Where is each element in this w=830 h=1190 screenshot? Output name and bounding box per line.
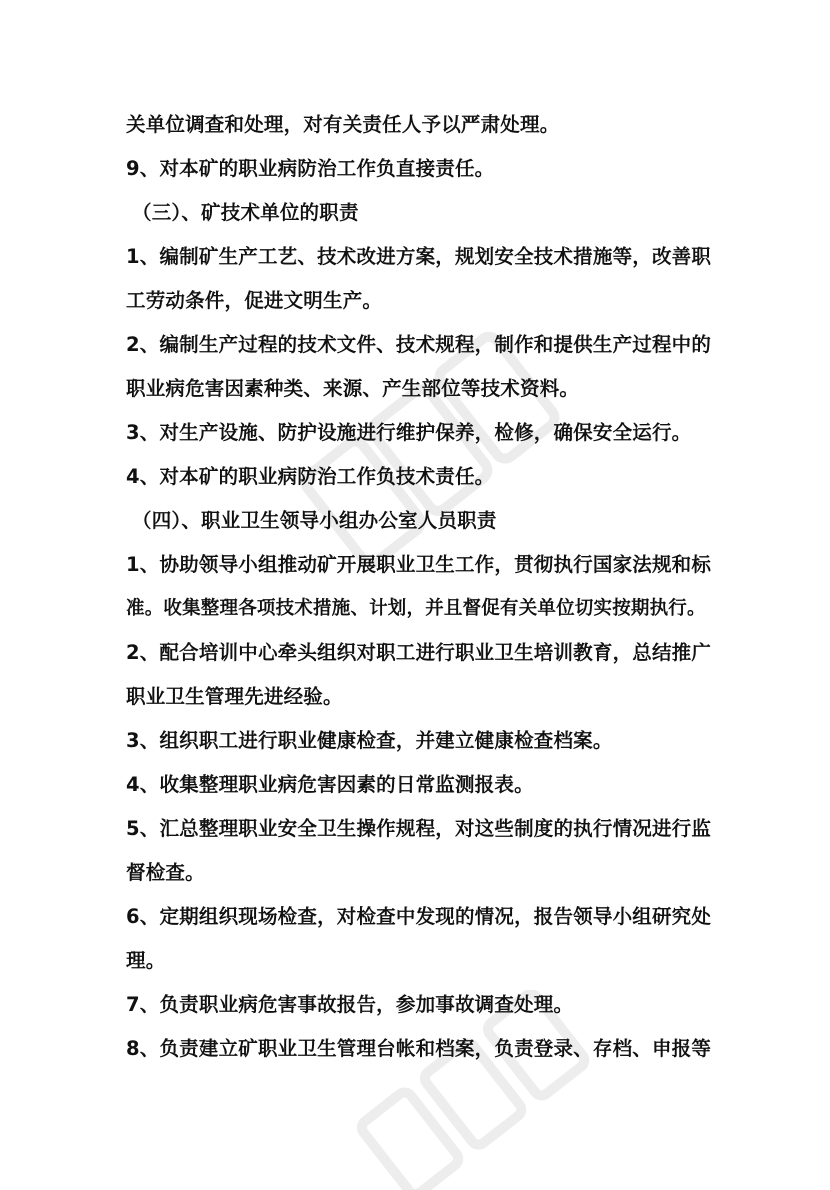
watermark-graphic-bottom (320, 990, 620, 1190)
section-heading: （四）、职业卫生领导小组办公室人员职责 (132, 509, 497, 532)
paragraph-line: 4、对本矿的职业病防治工作负技术责任。 (126, 465, 495, 488)
paragraph-line: 9、对本矿的职业病防治工作负直接责任。 (126, 157, 495, 180)
paragraph-line: 1、编制矿生产工艺、技术改进方案，规划安全技术措施等，改善职 (126, 245, 712, 268)
paragraph-line: 1、协助领导小组推动矿开展职业卫生工作，贯彻执行国家法规和标 (126, 553, 712, 576)
paragraph-line: 准。收集整理各项技术措施、计划，并且督促有关单位切实按期执行。 (126, 598, 706, 619)
paragraph-line: 工劳动条件，促进文明生产。 (126, 289, 383, 312)
paragraph-line: 理。 (126, 949, 166, 972)
paragraph-line: 关单位调查和处理，对有关责任人予以严肃处理。 (126, 113, 560, 136)
paragraph-line: 职业卫生管理先进经验。 (126, 685, 343, 708)
paragraph-line: 3、对生产设施、防护设施进行维护保养，检修，确保安全运行。 (126, 421, 692, 444)
paragraph-line: 7、负责职业病危害事故报告，参加事故调查处理。 (126, 993, 574, 1016)
paragraph-line: 2、配合培训中心牵头组织对职工进行职业卫生培训教育，总结推广 (126, 641, 712, 664)
paragraph-line: 5、汇总整理职业安全卫生操作规程，对这些制度的执行情况进行监 (126, 817, 712, 840)
section-heading: （三）、矿技术单位的职责 (132, 201, 359, 224)
paragraph-line: 6、定期组织现场检查，对检查中发现的情况，报告领导小组研究处 (126, 905, 712, 928)
paragraph-line: 3、组织职工进行职业健康检查，并建立健康检查档案。 (126, 729, 613, 752)
paragraph-line: 4、收集整理职业病危害因素的日常监测报表。 (126, 773, 534, 796)
paragraph-line: 2、编制生产过程的技术文件、技术规程，制作和提供生产过程中的 (126, 333, 712, 356)
paragraph-line: 8、负责建立矿职业卫生管理台帐和档案，负责登录、存档、申报等 (126, 1037, 712, 1060)
paragraph-line: 职业病危害因素种类、来源、产生部位等技术资料。 (126, 377, 580, 400)
paragraph-line: 督检查。 (126, 861, 205, 884)
